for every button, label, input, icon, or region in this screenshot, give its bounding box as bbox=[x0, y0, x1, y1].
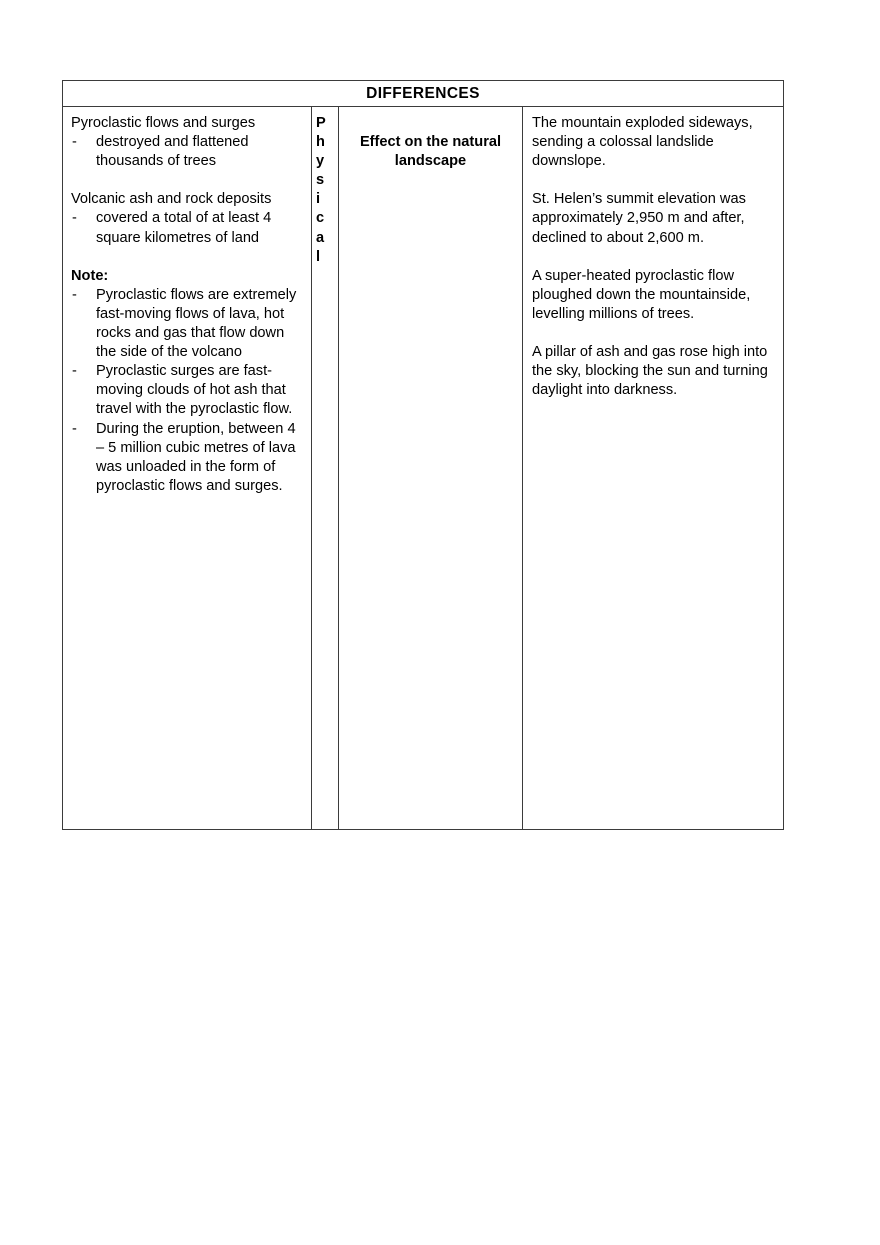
left-bullet-2-text: covered a total of at least 4 square kilometres of land bbox=[96, 210, 272, 246]
aspect-label-cell bbox=[339, 107, 523, 830]
right-paragraph: A pillar of ash and gas rose high into the sky, blocking the sun and turning daylight into darkness. bbox=[532, 344, 768, 399]
differences-table bbox=[62, 80, 784, 830]
left-heading-2: Volcanic ash and rock deposits bbox=[71, 191, 272, 208]
paragraph-spacer bbox=[71, 171, 305, 190]
bullet-dash-icon: - bbox=[72, 210, 77, 227]
bullet-dash-icon: - bbox=[72, 134, 77, 151]
paragraph-spacer bbox=[532, 171, 775, 190]
table-title-cell: DIFFERENCES bbox=[63, 81, 784, 107]
note-bullet-text: During the eruption, between 4 – 5 million cubic metres of lava was unloaded in the form of pyroclastic flows and surges. bbox=[96, 420, 296, 494]
vertical-letter: s bbox=[316, 172, 325, 189]
note-bullet bbox=[71, 286, 305, 362]
left-bullet-1 bbox=[71, 133, 305, 171]
aspect-label-line-2: landscape bbox=[394, 153, 467, 170]
aspect-label-line-1: Effect on the natural bbox=[359, 134, 502, 150]
left-details-cell bbox=[63, 107, 312, 830]
category-vertical-label bbox=[312, 107, 338, 267]
category-vertical-cell bbox=[312, 107, 339, 830]
vertical-letter: y bbox=[316, 153, 325, 170]
vertical-letter: i bbox=[316, 191, 321, 208]
left-bullet-1-text: destroyed and flattened thousands of trees bbox=[96, 134, 249, 170]
paragraph-spacer bbox=[71, 248, 305, 267]
table-content-row bbox=[63, 107, 784, 830]
right-paragraph: The mountain exploded sideways, sending a colossal landslide downslope. bbox=[532, 115, 753, 170]
vertical-letter: h bbox=[316, 134, 325, 151]
vertical-letter: P bbox=[316, 115, 326, 131]
right-paragraph: St. Helen’s summit elevation was approximately 2,950 m and after, declined to about 2,600 m. bbox=[532, 191, 746, 246]
right-details-body bbox=[523, 107, 783, 829]
note-label: Note: bbox=[71, 267, 109, 284]
table-header-row bbox=[63, 81, 784, 107]
left-bullet-2 bbox=[71, 209, 305, 247]
bullet-dash-icon: - bbox=[72, 420, 77, 437]
aspect-label bbox=[339, 107, 522, 171]
paragraph-spacer bbox=[532, 324, 775, 343]
note-bullet bbox=[71, 420, 305, 496]
right-details-cell bbox=[523, 107, 784, 830]
left-details-body bbox=[63, 107, 311, 829]
note-bullet-text: Pyroclastic surges are fast-moving clouds of hot ash that travel with the pyroclastic flow. bbox=[96, 363, 293, 418]
vertical-letter: c bbox=[316, 210, 325, 227]
right-paragraph: A super-heated pyroclastic flow ploughed down the mountainside, levelling millions of trees. bbox=[532, 267, 751, 322]
vertical-letter: l bbox=[316, 248, 321, 265]
note-bullet bbox=[71, 362, 305, 419]
vertical-letter: a bbox=[316, 229, 325, 246]
bullet-dash-icon: - bbox=[72, 363, 77, 380]
bullet-dash-icon: - bbox=[72, 286, 77, 303]
note-bullet-text: Pyroclastic flows are extremely fast-moving flows of lava, hot rocks and gas that flow down the side of the volcano bbox=[96, 286, 297, 361]
paragraph-spacer bbox=[532, 248, 775, 267]
left-heading-1: Pyroclastic flows and surges bbox=[71, 115, 256, 131]
